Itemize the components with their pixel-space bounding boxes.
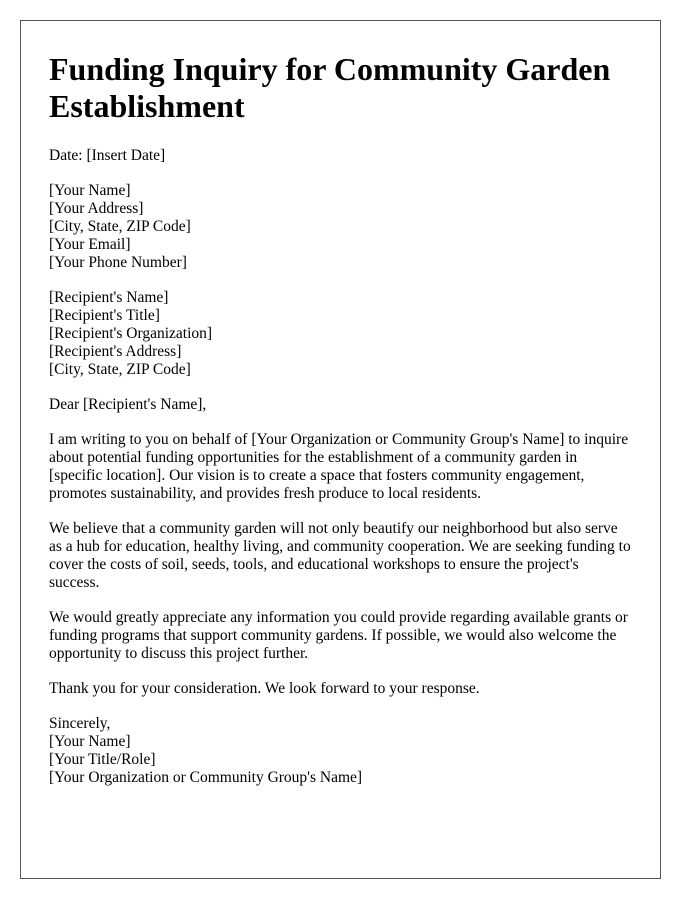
closing-title-role: [Your Title/Role] bbox=[49, 751, 156, 768]
body-paragraph-4: Thank you for your consideration. We look forward to your response. bbox=[49, 680, 480, 697]
body-paragraph-2: We believe that a community garden will not only beautify our neighborhood but also serve as a hub for education, healthy living, and community cooperation. We are seeking funding to cover the costs of soil, seeds, tools, and educational workshops to ensure the project's success. bbox=[49, 520, 631, 591]
closing-organization: [Your Organization or Community Group's Name] bbox=[49, 769, 363, 786]
closing-sincerely: Sincerely, bbox=[49, 715, 111, 732]
body-paragraph-3: We would greatly appreciate any information you could provide regarding available grants or funding programs that support community gardens. If possible, we would also welcome the opportunity to discuss this project further. bbox=[49, 609, 628, 662]
letter-title: Funding Inquiry for Community Garden Establishment bbox=[49, 51, 611, 124]
recipient-organization: [Recipient's Organization] bbox=[49, 325, 213, 342]
recipient-name: [Recipient's Name] bbox=[49, 289, 169, 306]
recipient-title: [Recipient's Title] bbox=[49, 307, 160, 324]
sender-name: [Your Name] bbox=[49, 182, 131, 199]
recipient-address: [Recipient's Address] bbox=[49, 343, 182, 360]
date-line: Date: [Insert Date] bbox=[49, 147, 166, 164]
closing-block bbox=[49, 715, 632, 787]
recipient-city-state-zip: [City, State, ZIP Code] bbox=[49, 361, 191, 378]
body-paragraph-1: I am writing to you on behalf of [Your Organization or Community Group's Name] to inquire about potential funding opportunities for the establishment of a community garden in [specific location]. Our vision is to create a space that fosters community engagement, promotes sustainability, and provides fresh produce to local residents. bbox=[49, 431, 629, 502]
sender-address: [Your Address] bbox=[49, 200, 144, 217]
recipient-address-block bbox=[49, 289, 632, 379]
salutation: Dear [Recipient's Name], bbox=[49, 396, 207, 413]
sender-city-state-zip: [City, State, ZIP Code] bbox=[49, 218, 191, 235]
sender-address-block bbox=[49, 182, 632, 272]
closing-name: [Your Name] bbox=[49, 733, 131, 750]
letter-page bbox=[20, 20, 661, 879]
sender-phone: [Your Phone Number] bbox=[49, 254, 187, 271]
sender-email: [Your Email] bbox=[49, 236, 131, 253]
